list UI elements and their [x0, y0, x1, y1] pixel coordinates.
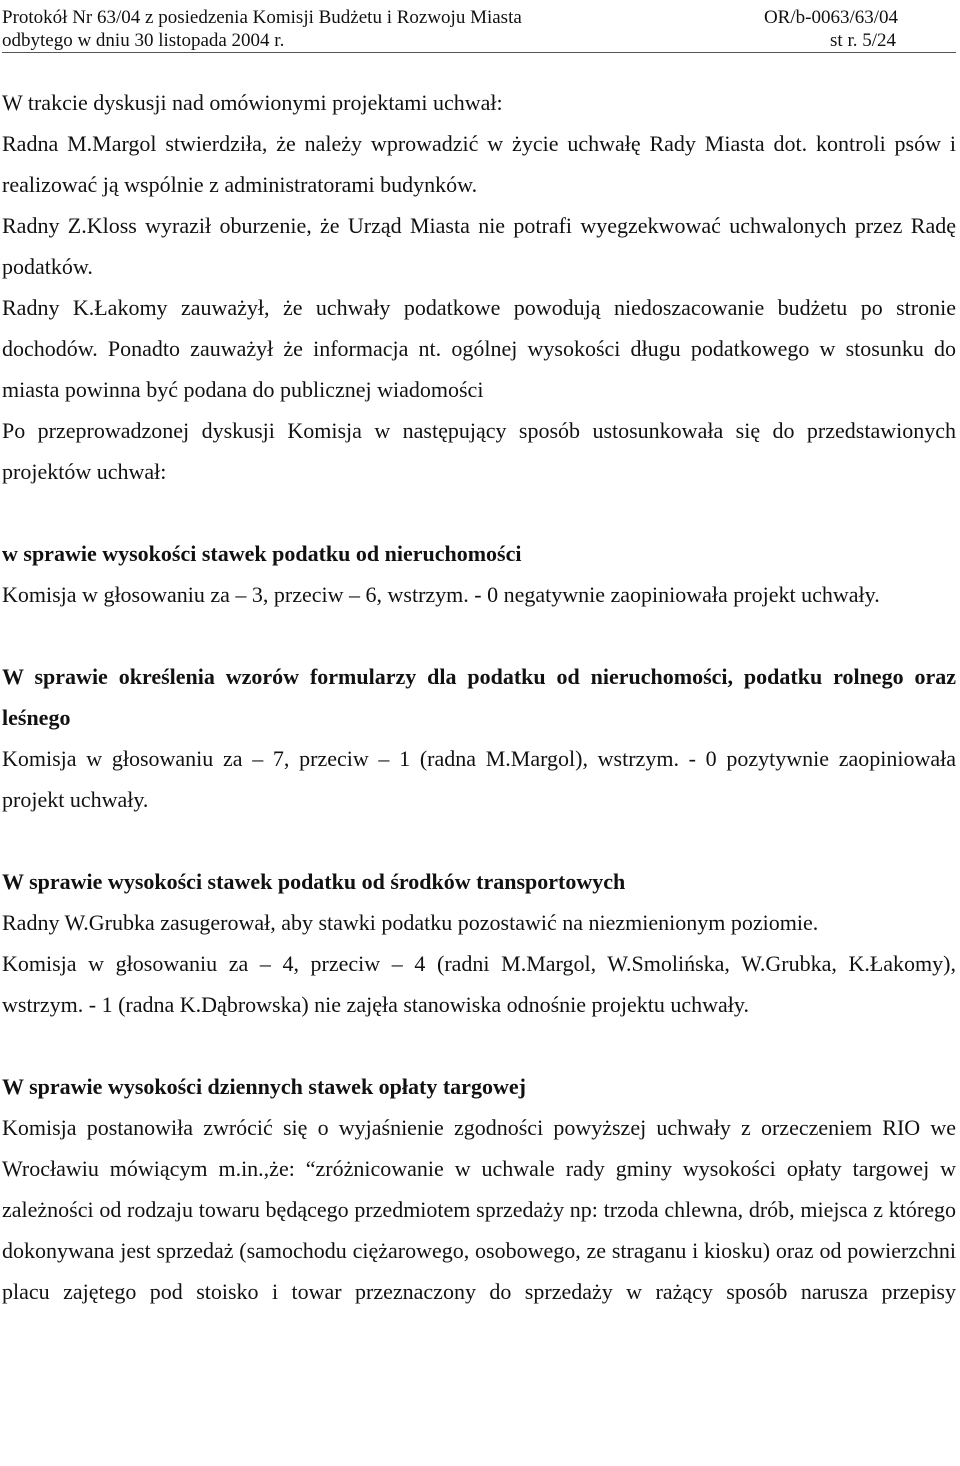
page-number: st r. 5/24	[830, 30, 896, 51]
heading-market-fee: W sprawie wysokości dziennych stawek opłaty targowej	[2, 1074, 526, 1099]
spacer	[2, 492, 956, 533]
intro-paragraph: W trakcie dyskusji nad omówionymi projektami uchwał:	[2, 90, 503, 115]
paragraph-market-fee: Komisja postanowiła zwrócić się o wyjaśnienie zgodności powyższej uchwały z orzeczeniem RIO we Wrocławiu mówiącym m.in.,że: “zróżnicowanie w uchwale rady gminy wysokości opłaty targowej w zależności od rodzaju towaru będącego przedmiotem sprzedaży np: trzoda chlewna, drób, miejsca z którego dokonywana jest sprzedaż (samochodu ciężarowego, osobowego, ze straganu i kiosku) oraz od powierzchni placu zajętego pod stoisko i towar przeznaczony do sprzedaży w rażący sposób narusza przepisy	[2, 1115, 956, 1304]
header-meta	[764, 6, 898, 52]
spacer	[2, 615, 956, 656]
header-title	[2, 6, 522, 52]
heading-tax-forms: W sprawie określenia wzorów formularzy dla podatku od nieruchomości, podatku rolnego oraz leśnego	[2, 664, 956, 730]
paragraph-kloss: Radny Z.Kloss wyraził oburzenie, że Urząd Miasta nie potrafi wyegzekwować uchwalonych przez Radę podatków.	[2, 213, 956, 279]
paragraph-vote-transport-tax: Komisja w głosowaniu za – 4, przeciw – 4 (radni M.Margol, W.Smolińska, W.Grubka, K.Łakomy), wstrzym. - 1 (radna K.Dąbrowska) nie zajęła stanowiska odnośnie projektu uchwały.	[2, 951, 956, 1017]
paragraph-vote-property-tax: Komisja w głosowaniu za – 3, przeciw – 6, wstrzym. - 0 negatywnie zaopiniowała projekt uchwały.	[2, 582, 880, 607]
header-title-line2: odbytego w dniu 30 listopada 2004 r.	[2, 30, 285, 51]
heading-property-tax: w sprawie wysokości stawek podatku od nieruchomości	[2, 541, 522, 566]
paragraph-lakomy: Radny K.Łakomy zauważył, że uchwały podatkowe powodują niedoszacowanie budżetu po stronie dochodów. Ponadto zauważył że informacja nt. ogólnej wysokości długu podatkowego w stosunku do miasta powinna być podana do publicznej wiadomości	[2, 295, 956, 402]
paragraph-margol: Radna M.Margol stwierdziła, że należy wprowadzić w życie uchwałę Rady Miasta dot. kontroli psów i realizować ją wspólnie z administratorami budynków.	[2, 131, 956, 197]
page-header	[2, 0, 956, 53]
document-number: OR/b-0063/63/04	[763, 7, 898, 28]
spacer	[2, 1025, 956, 1066]
paragraph-vote-tax-forms: Komisja w głosowaniu za – 7, przeciw – 1 (radna M.Margol), wstrzym. - 0 pozytywnie zaopiniowała projekt uchwały.	[2, 746, 956, 812]
document-body	[2, 82, 956, 1312]
spacer	[2, 820, 956, 861]
paragraph-grubka: Radny W.Grubka zasugerował, aby stawki podatku pozostawić na niezmienionym poziomie.	[2, 910, 819, 935]
paragraph-summary: Po przeprowadzonej dyskusji Komisja w następujący sposób ustosunkowała się do przedstawionych projektów uchwał:	[2, 418, 956, 484]
heading-transport-tax: W sprawie wysokości stawek podatku od środków transportowych	[2, 869, 626, 894]
header-title-line1: Protokół Nr 63/04 z posiedzenia Komisji Budżetu i Rozwoju Miasta	[2, 7, 522, 28]
